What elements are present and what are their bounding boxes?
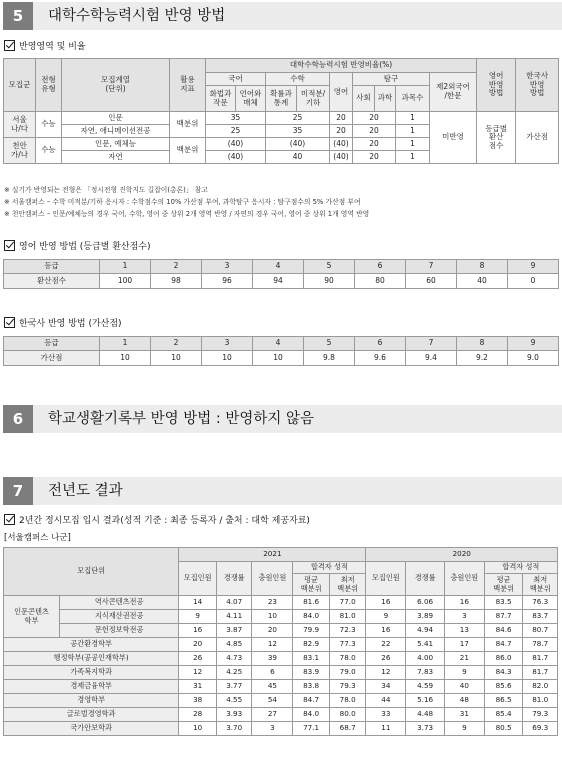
value-cell: 10 [253, 351, 304, 366]
value-cell: 31 [179, 680, 217, 694]
value-cell: 5.16 [406, 694, 445, 708]
value-cell: 3.87 [216, 624, 251, 638]
grade-cell: 9 [508, 260, 559, 274]
value-cell: 5.41 [406, 638, 445, 652]
value-cell: 9.6 [355, 351, 406, 366]
inquiry-cell: 20 [353, 125, 396, 138]
header-social: 사회 [353, 86, 375, 112]
value-cell: 28 [179, 708, 217, 722]
checkbox-icon [4, 317, 15, 328]
value-cell: 4.25 [216, 666, 251, 680]
table-row [4, 610, 558, 624]
checkbox-icon [4, 40, 15, 51]
value-cell: 78.0 [329, 694, 366, 708]
count-cell: 1 [396, 138, 430, 151]
eng-cell: (40) [330, 151, 353, 164]
value-cell: 10 [151, 351, 202, 366]
grade-cell: 8 [457, 337, 508, 351]
value-cell: 90 [304, 274, 355, 289]
header-math2: 미적분/ 기하 [297, 86, 330, 112]
value-cell: 20 [179, 638, 217, 652]
grade-cell: 2 [151, 260, 202, 274]
value-cell: 4.55 [216, 694, 251, 708]
header-math1: 확률과 통계 [266, 86, 297, 112]
campus-label: [서울캠퍼스 나군] [4, 533, 71, 543]
second-lang-cell: 미반영 [430, 112, 477, 164]
bonus-header: 가산점 [4, 351, 100, 366]
value-cell: 4.59 [406, 680, 445, 694]
value-cell: 48 [444, 694, 484, 708]
header-quota: 모집인원 [179, 562, 217, 596]
section-7-header [0, 477, 562, 505]
index-cell: 백분위 [170, 112, 206, 138]
value-cell: 80.5 [484, 722, 523, 736]
note-1: ※ 실기가 반영되는 전형은 「정시전형 진학지도 길잡이(총론)」 참고 [4, 186, 208, 194]
value-cell: 81.7 [523, 666, 558, 680]
header-score: 합격자 성적 [484, 562, 557, 574]
inquiry-cell: 20 [353, 112, 396, 125]
value-cell: 3.70 [216, 722, 251, 736]
header-count: 과목수 [396, 86, 430, 112]
value-cell: 82.0 [523, 680, 558, 694]
unit-name-cell: 국가안보학과 [4, 722, 179, 736]
value-cell: 83.1 [293, 652, 330, 666]
value-cell: 12 [252, 638, 293, 652]
value-cell: 45 [252, 680, 293, 694]
eng-cell: 20 [330, 112, 353, 125]
type-cell: 수능 [36, 112, 62, 138]
value-cell: 78.7 [523, 638, 558, 652]
eng-cell: (40) [330, 138, 353, 151]
unit-name-cell: 지식재산권전공 [59, 610, 178, 624]
value-cell: 98 [151, 274, 202, 289]
subheading-text: 영어 반영 방법 (등급별 환산점수) [19, 242, 151, 252]
value-cell: 80 [355, 274, 406, 289]
grade-cell: 2 [151, 337, 202, 351]
value-cell: 10 [202, 351, 253, 366]
value-cell: 84.3 [484, 666, 523, 680]
inquiry-cell: 20 [353, 151, 396, 164]
math-cell: (40) [266, 138, 330, 151]
value-cell: 84.0 [293, 610, 330, 624]
grade-cell: 1 [100, 337, 151, 351]
value-cell: 40 [457, 274, 508, 289]
value-cell: 96 [202, 274, 253, 289]
grade-cell: 7 [406, 260, 457, 274]
section-title: 전년도 결과 [48, 483, 123, 499]
gun-cheonan: 천안 가/나 [4, 138, 36, 164]
count-cell: 1 [396, 112, 430, 125]
header-kor2: 언어와 매체 [236, 86, 266, 112]
value-cell: 33 [366, 708, 406, 722]
value-cell: 9 [366, 610, 406, 624]
header-unit: 모집단위 [4, 548, 179, 596]
math-cell: 25 [266, 112, 330, 125]
table-row [4, 596, 558, 610]
count-cell: 1 [396, 125, 430, 138]
value-cell: 16 [366, 596, 406, 610]
grade-cell: 3 [202, 260, 253, 274]
value-cell: 17 [444, 638, 484, 652]
unit-name-cell: 가족복지학과 [4, 666, 179, 680]
table-row [4, 694, 558, 708]
value-cell: 83.5 [484, 596, 523, 610]
value-cell: 68.7 [329, 722, 366, 736]
value-cell: 86.0 [484, 652, 523, 666]
value-cell: 3 [252, 722, 293, 736]
grade-cell: 6 [355, 337, 406, 351]
header-avg: 평균 백분위 [484, 574, 523, 596]
value-cell: 100 [100, 274, 151, 289]
value-cell: 7.83 [406, 666, 445, 680]
value-cell: 4.94 [406, 624, 445, 638]
value-cell: 77.3 [329, 638, 366, 652]
value-cell: 10 [252, 610, 293, 624]
value-cell: 4.85 [216, 638, 251, 652]
grade-cell: 3 [202, 337, 253, 351]
value-cell: 94 [253, 274, 304, 289]
section-title: 학교생활기록부 반영 방법 : 반영하지 않음 [48, 411, 315, 427]
header-extra: 충원인원 [252, 562, 293, 596]
value-cell: 86.5 [484, 694, 523, 708]
unit-name-cell: 문헌정보학전공 [59, 624, 178, 638]
header-math: 수학 [266, 73, 330, 86]
value-cell: 16 [179, 624, 217, 638]
value-cell: 84.0 [293, 708, 330, 722]
value-cell: 10 [100, 351, 151, 366]
value-cell: 69.3 [523, 722, 558, 736]
header-rate: 경쟁률 [216, 562, 251, 596]
ratio-table [3, 58, 559, 164]
value-cell: 81.0 [523, 694, 558, 708]
unit-name-cell: 글로벌경영학과 [4, 708, 179, 722]
grade-cell: 4 [253, 260, 304, 274]
history-table [3, 336, 559, 366]
value-cell: 39 [252, 652, 293, 666]
header-index: 활용 지표 [170, 59, 206, 112]
value-cell: 3.89 [406, 610, 445, 624]
eng-method-cell: 등급별 환산 점수 [477, 112, 516, 164]
value-cell: 23 [252, 596, 293, 610]
eng-cell: 20 [330, 125, 353, 138]
grade-cell: 7 [406, 337, 457, 351]
table-row [4, 680, 558, 694]
unit-cell: 인문, 예체능 [62, 138, 170, 151]
history-cell: 가산점 [516, 112, 559, 164]
subheading-results [4, 514, 310, 528]
header-type: 전형 유형 [36, 59, 62, 112]
value-cell: 26 [366, 652, 406, 666]
value-cell: 6 [252, 666, 293, 680]
value-cell: 20 [252, 624, 293, 638]
type-cell: 수능 [36, 138, 62, 164]
value-cell: 10 [179, 722, 217, 736]
value-cell: 87.7 [484, 610, 523, 624]
value-cell: 3.77 [216, 680, 251, 694]
unit-cell: 자연 [62, 151, 170, 164]
value-cell: 81.0 [329, 610, 366, 624]
note-2: ※ 서울캠퍼스 – 수학 미적분/기하 응시자 : 수학점수의 10% 가산점 부여, 과학탐구 응시자 : 탐구점수의 5% 가산점 부여 [4, 198, 361, 206]
header-quota: 모집인원 [366, 562, 406, 596]
subheading-history [4, 317, 122, 331]
header-score: 합격자 성적 [293, 562, 366, 574]
table-row [4, 666, 558, 680]
value-cell: 4.48 [406, 708, 445, 722]
table-row [4, 652, 558, 666]
unit-name-cell: 경영학부 [4, 694, 179, 708]
value-cell: 22 [366, 638, 406, 652]
section-number: 6 [3, 405, 33, 433]
section-5-header [0, 2, 562, 30]
header-inquiry: 탐구 [353, 73, 430, 86]
grade-cell: 1 [100, 260, 151, 274]
value-cell: 9.4 [406, 351, 457, 366]
header-min: 최저 백분위 [523, 574, 558, 596]
value-cell: 16 [366, 624, 406, 638]
value-cell: 9.0 [508, 351, 559, 366]
value-cell: 9 [444, 666, 484, 680]
value-cell: 84.6 [484, 624, 523, 638]
section-6-header [0, 405, 562, 433]
value-cell: 4.73 [216, 652, 251, 666]
table-row [4, 722, 558, 736]
value-cell: 14 [179, 596, 217, 610]
grade-cell: 6 [355, 260, 406, 274]
value-cell: 11 [366, 722, 406, 736]
value-cell: 82.9 [293, 638, 330, 652]
table-row [4, 638, 558, 652]
results-table [3, 547, 558, 736]
header-unit: 모집계열 (단위) [62, 59, 170, 112]
value-cell: 3.93 [216, 708, 251, 722]
value-cell: 83.8 [293, 680, 330, 694]
header-avg: 평균 백분위 [293, 574, 330, 596]
header-extra: 충원인원 [444, 562, 484, 596]
header-2020: 2020 [366, 548, 558, 562]
value-cell: 12 [179, 666, 217, 680]
math-cell: 40 [266, 151, 330, 164]
value-cell: 16 [444, 596, 484, 610]
value-cell: 13 [444, 624, 484, 638]
math-cell: 35 [266, 125, 330, 138]
value-cell: 79.3 [523, 708, 558, 722]
value-cell: 79.0 [329, 666, 366, 680]
header-eng-method: 영어 반영 방법 [477, 59, 516, 112]
value-cell: 54 [252, 694, 293, 708]
subheading-text: 반영영역 및 비율 [19, 42, 86, 52]
subheading-english [4, 240, 151, 254]
unit-name-cell: 경제금융학부 [4, 680, 179, 694]
value-cell: 9 [444, 722, 484, 736]
section-title: 대학수학능력시험 반영 방법 [48, 8, 226, 24]
header-min: 최저 백분위 [329, 574, 366, 596]
value-cell: 80.7 [523, 624, 558, 638]
kor-cell: (40) [206, 138, 266, 151]
section-number: 7 [3, 477, 33, 505]
value-cell: 27 [252, 708, 293, 722]
header-english: 영어 [330, 73, 353, 112]
value-cell: 76.3 [523, 596, 558, 610]
subheading-text: 2년간 정시모집 입시 결과(성적 기준 : 최종 등록자 / 출처 : 대학 제공자료) [19, 516, 310, 526]
group-cell: 인문콘텐츠 학부 [4, 596, 60, 638]
kor-cell: 25 [206, 125, 266, 138]
value-cell: 3.73 [406, 722, 445, 736]
value-cell: 26 [179, 652, 217, 666]
subheading-ratio [4, 40, 86, 54]
inquiry-cell: 20 [353, 138, 396, 151]
header-history: 한국사 반영 방법 [516, 59, 559, 112]
section-number: 5 [3, 2, 33, 30]
value-cell: 0 [508, 274, 559, 289]
grade-header: 등급 [4, 260, 100, 274]
value-cell: 83.7 [523, 610, 558, 624]
value-cell: 38 [179, 694, 217, 708]
grade-cell: 4 [253, 337, 304, 351]
value-cell: 3 [444, 610, 484, 624]
value-cell: 83.9 [293, 666, 330, 680]
value-cell: 21 [444, 652, 484, 666]
note-3: ※ 천안캠퍼스 – 인문/예체능의 경우 국어, 수학, 영어 중 상위 2개 영역 반영 / 자연의 경우 국어, 영어 중 상위 1개 영역 반영 [4, 210, 370, 218]
header-ratio: 대학수학능력시험 반영비율(%) [206, 59, 477, 73]
grade-cell: 5 [304, 260, 355, 274]
subheading-text: 한국사 반영 방법 (가산점) [19, 319, 122, 329]
header-second-lang: 제2외국어 /한문 [430, 73, 477, 112]
grade-cell: 9 [508, 337, 559, 351]
grade-cell: 8 [457, 260, 508, 274]
value-cell: 4.00 [406, 652, 445, 666]
value-cell: 31 [444, 708, 484, 722]
score-header: 환산점수 [4, 274, 100, 289]
value-cell: 81.6 [293, 596, 330, 610]
kor-cell: (40) [206, 151, 266, 164]
unit-cell: 자연, 애니메이션전공 [62, 125, 170, 138]
value-cell: 4.07 [216, 596, 251, 610]
header-2021: 2021 [179, 548, 366, 562]
value-cell: 78.0 [329, 652, 366, 666]
value-cell: 4.11 [216, 610, 251, 624]
index-cell: 백분위 [170, 138, 206, 164]
value-cell: 85.4 [484, 708, 523, 722]
value-cell: 9 [179, 610, 217, 624]
value-cell: 72.3 [329, 624, 366, 638]
english-table [3, 259, 559, 289]
unit-cell: 인문 [62, 112, 170, 125]
value-cell: 77.0 [329, 596, 366, 610]
value-cell: 85.6 [484, 680, 523, 694]
value-cell: 80.0 [329, 708, 366, 722]
value-cell: 6.06 [406, 596, 445, 610]
unit-name-cell: 역사콘텐츠전공 [59, 596, 178, 610]
value-cell: 9.8 [304, 351, 355, 366]
value-cell: 77.1 [293, 722, 330, 736]
value-cell: 44 [366, 694, 406, 708]
kor-cell: 35 [206, 112, 266, 125]
value-cell: 40 [444, 680, 484, 694]
value-cell: 12 [366, 666, 406, 680]
value-cell: 84.7 [484, 638, 523, 652]
header-kor1: 화법과 작문 [206, 86, 236, 112]
header-science: 과학 [375, 86, 396, 112]
table-row [4, 624, 558, 638]
value-cell: 60 [406, 274, 457, 289]
grade-header: 등급 [4, 337, 100, 351]
value-cell: 84.7 [293, 694, 330, 708]
checkbox-icon [4, 514, 15, 525]
value-cell: 79.9 [293, 624, 330, 638]
unit-name-cell: 공간환경학부 [4, 638, 179, 652]
table-row [4, 708, 558, 722]
value-cell: 34 [366, 680, 406, 694]
value-cell: 9.2 [457, 351, 508, 366]
gun-seoul: 서울 나/다 [4, 112, 36, 138]
value-cell: 81.7 [523, 652, 558, 666]
unit-name-cell: 행정학부(공공인재학부) [4, 652, 179, 666]
header-rate: 경쟁률 [406, 562, 445, 596]
header-korean: 국어 [206, 73, 266, 86]
count-cell: 1 [396, 151, 430, 164]
header-gun: 모집군 [4, 59, 36, 112]
checkbox-icon [4, 240, 15, 251]
value-cell: 79.3 [329, 680, 366, 694]
grade-cell: 5 [304, 337, 355, 351]
